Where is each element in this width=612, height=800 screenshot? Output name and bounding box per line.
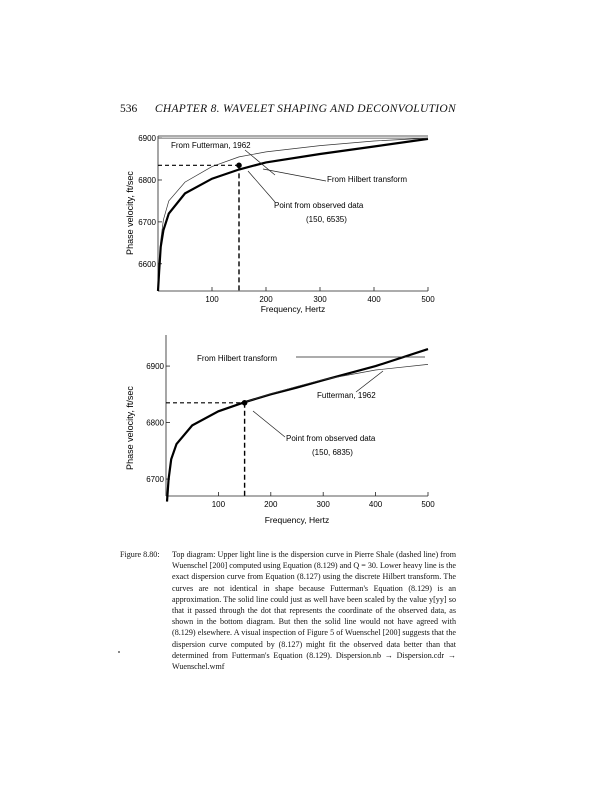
top-annot-coord: (150, 6535) xyxy=(306,215,347,224)
top-annot-futterman: From Futterman, 1962 xyxy=(171,141,251,150)
top-annot-point: Point from observed data xyxy=(274,201,364,210)
hilbert-curve xyxy=(158,139,428,291)
figure-caption xyxy=(120,549,456,672)
x-tick-label: 400 xyxy=(367,295,381,304)
bottom-annot-coord: (150, 6835) xyxy=(312,448,353,457)
y-tick-label: 6600 xyxy=(138,259,156,269)
y-tick-label: 6800 xyxy=(138,175,156,185)
top-dispersion-chart xyxy=(0,128,612,318)
caption-label: Figure 8.80: xyxy=(120,550,160,559)
bottom-annot-futterman: Futterman, 1962 xyxy=(317,391,376,400)
page-number: 536 xyxy=(120,103,138,115)
y-tick-label: 6900 xyxy=(138,134,156,144)
chapter-title: CHAPTER 8. WAVELET SHAPING AND DECONVOLUTION xyxy=(154,103,456,115)
bottom-annot-point: Point from observed data xyxy=(286,434,376,443)
observed-point xyxy=(236,163,242,169)
bottom-xlabel: Frequency, Hertz xyxy=(264,515,330,525)
futterman-curve xyxy=(158,138,428,291)
annotation-leader xyxy=(356,371,383,392)
y-tick-label: 6700 xyxy=(146,475,164,485)
caption-text: Top diagram: Upper light line is the dispersion curve in Pierre Shale (dashed line) from Wuenschel [200] computed using Equation (8.129) and Q = 30. Lower heavy line is the exact dispersion curve from Equation (8.127) using the discrete Hilbert transform. The curves are not identical in shape because Futterman's Equation (8.129) is an approximation. The solid line could just as well have been scaled by the value y[yy] so that it passed through the dot that represents the coordinate of the observed data, as shown in the bottom diagram. But then the solid line would not have agreed with (8.129) elsewhere. A visual inspection of Figure 5 of Wuenschel [200] suggests that the dispersion curve computed by (8.127) might fit the observed data better than that determined from Futterman's Equation (8.129). Dispersion.nb → Dispersion.cdr → Wuenschel.wmf xyxy=(172,550,456,672)
top-ylabel: Phase velocity, ft/sec xyxy=(125,171,135,255)
top-xlabel: Frequency, Hertz xyxy=(260,304,326,314)
observed-point xyxy=(242,400,248,406)
x-tick-label: 100 xyxy=(205,295,219,304)
bottom-ylabel: Phase velocity, ft/sec xyxy=(125,386,135,470)
x-tick-label: 300 xyxy=(313,295,327,304)
bottom-annot-hilbert: From Hilbert transform xyxy=(197,354,278,363)
annotation-leader xyxy=(248,171,275,202)
x-tick-label: 300 xyxy=(316,500,330,509)
y-tick-label: 6900 xyxy=(146,362,164,372)
y-tick-label: 6800 xyxy=(146,418,164,428)
x-tick-label: 200 xyxy=(264,500,278,509)
annotation-leader xyxy=(263,169,326,181)
y-tick-label: 6700 xyxy=(138,217,156,227)
hilbert-curve xyxy=(167,349,428,502)
bottom-dispersion-chart xyxy=(0,330,612,530)
annotation-leader xyxy=(253,411,285,437)
margin-dot xyxy=(118,651,120,653)
x-tick-label: 100 xyxy=(211,500,226,509)
x-tick-label: 400 xyxy=(368,500,383,509)
x-tick-label: 500 xyxy=(421,295,435,304)
x-tick-label: 200 xyxy=(259,295,273,304)
x-tick-label: 500 xyxy=(421,500,435,509)
top-annot-hilbert: From Hilbert transform xyxy=(327,175,408,184)
page-header xyxy=(120,103,456,119)
